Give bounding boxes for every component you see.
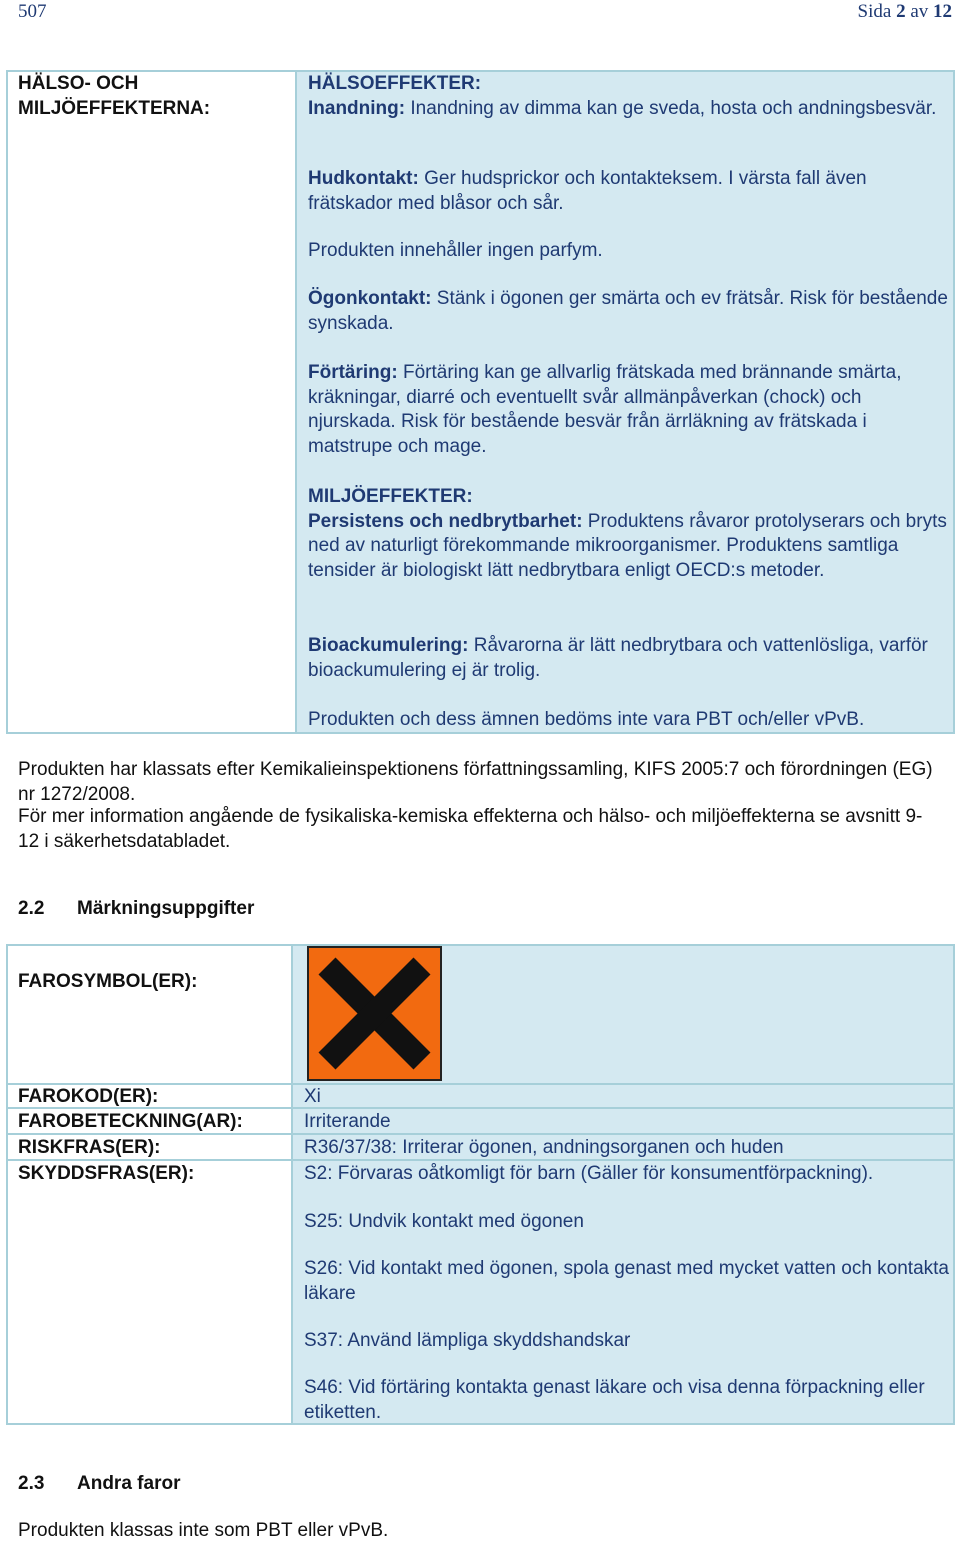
- environment-effects: [308, 485, 948, 583]
- ingestion-paragraph: Förtäring: Förtäring kan ge allvarlig frätskada med brännande smärta, kräkningar, diarré och eventuellt svår allmänpåverkan (chock) och njurskada. Risk för bestående besvär från ärrläkning av frätskada i matstrupe och mage.: [308, 362, 902, 457]
- harmful-x-svg: [309, 948, 440, 1079]
- env-title: MILJÖEFFEKTER:: [308, 486, 473, 507]
- risk-value: R36/37/38: Irriterar ögonen, andningsorganen och huden: [304, 1137, 784, 1158]
- code-label: FAROKOD(ER):: [18, 1086, 159, 1107]
- page-total: 12: [933, 1, 952, 22]
- effects-label: HÄLSO- OCH MILJÖEFFEKTERNA:: [18, 73, 211, 119]
- risk-label: RISKFRAS(ER):: [18, 1137, 161, 1158]
- safety-label: SKYDDSFRAS(ER):: [18, 1163, 195, 1184]
- pbt-paragraph: Produkten och dess ämnen bedöms inte vara PBT och/eller vPvB.: [308, 709, 865, 730]
- more-info-text: För mer information angående de fysikaliska-kemiska effekterna och hälso- och miljöeffekterna se avsnitt 9-12 i säkerhetsdatabladet.: [18, 806, 923, 852]
- safety-phrase: S46: Vid förtäring kontakta genast läkare och visa denna förpackning eller etiketten.: [304, 1377, 925, 1423]
- document-number: 507: [18, 1, 47, 22]
- page-current: 2: [896, 1, 906, 22]
- page-prefix: Sida: [857, 1, 892, 22]
- page-sep: av: [910, 1, 929, 22]
- safety-phrase: S2: Förvaras oåtkomligt för barn (Gäller för konsumentförpackning).: [304, 1163, 874, 1184]
- health-title: HÄLSOEFFEKTER:: [308, 73, 482, 94]
- harmful-x-icon: [307, 946, 442, 1081]
- page-indicator: [858, 0, 952, 25]
- designation-value: Irriterande: [304, 1111, 391, 1132]
- safety-phrase: S25: Undvik kontakt med ögonen: [304, 1211, 584, 1232]
- eye-paragraph: Ögonkontakt: Stänk i ögonen ger smärta och ev frätsår. Risk för bestående synskada.: [308, 288, 948, 334]
- code-value: Xi: [304, 1086, 321, 1107]
- other-hazards-text: Produkten klassas inte som PBT eller vPvB.: [18, 1520, 389, 1541]
- symbol-label: FAROSYMBOL(ER):: [18, 971, 198, 992]
- safety-phrase: S26: Vid kontakt med ögonen, spola genast med mycket vatten och kontakta läkare: [304, 1258, 949, 1304]
- skin-paragraph: Hudkontakt: Ger hudsprickor och kontakteksem. I värsta fall även frätskador med blåsor och sår.: [308, 168, 867, 214]
- classification-text: Produkten har klassats efter Kemikalieinspektionens författningssamling, KIFS 2005:7 och förordningen (EG) nr 1272/2008.: [18, 759, 933, 805]
- bioacc-paragraph: Bioackumulering: Råvarorna är lätt nedbrytbara och vattenlösliga, varför bioackumulering ej är trolig.: [308, 635, 928, 681]
- designation-label: FAROBETECKNING(AR):: [18, 1111, 243, 1132]
- perfume-paragraph: Produkten innehåller ingen parfym.: [308, 240, 603, 261]
- section-2-3-heading: 2.3 Andra faror: [18, 1473, 181, 1494]
- safety-phrase: S37: Använd lämpliga skyddshandskar: [304, 1330, 631, 1351]
- inhalation-paragraph: Inandning: Inandning av dimma kan ge sveda, hosta och andningsbesvär.: [308, 97, 937, 119]
- persistence-paragraph: Persistens och nedbrytbarhet: Produktens råvaror protolyserars och bryts ned av naturligt förekommande mikroorganismer. Produktens samtliga tensider är biologiskt lätt nedbrytbara enligt OECD:s metoder.: [308, 510, 947, 581]
- section-2-2-heading: 2.2 Märkningsuppgifter: [18, 898, 255, 919]
- health-effects: [308, 72, 948, 121]
